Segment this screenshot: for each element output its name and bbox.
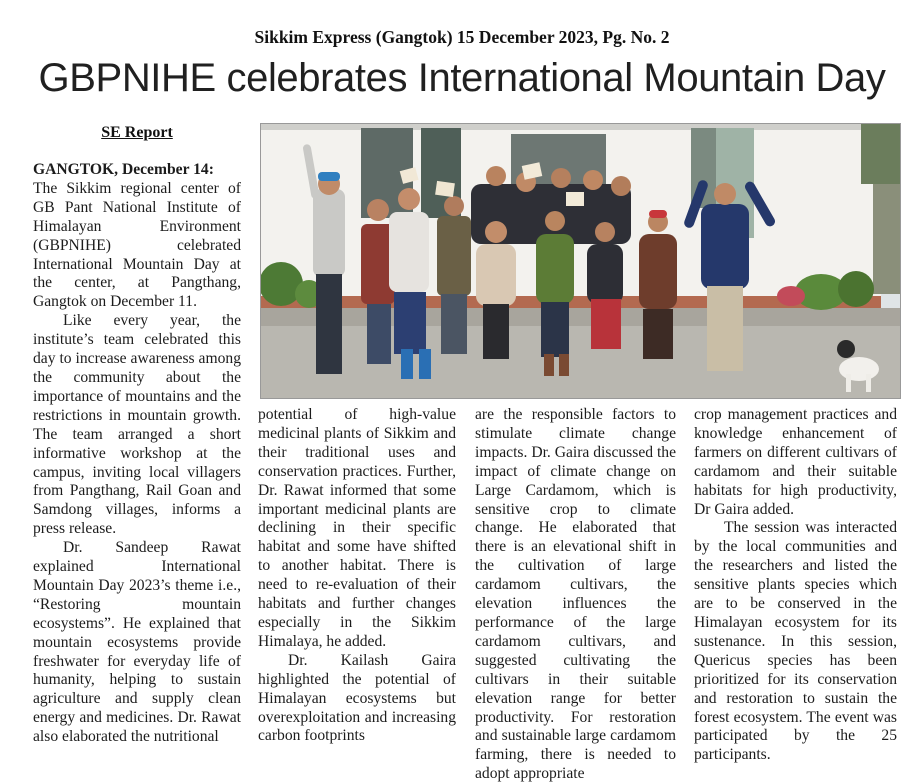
paragraph-text: The Sikkim regional center of GB Pant National Institute of Himalayan Environment (GBPNIHE) celebrated International Mountain Day at the center, at Pangthang, Gangtok on December 11. xyxy=(33,179,241,311)
byline: SE Report xyxy=(101,124,173,141)
article-column-2 xyxy=(258,406,456,746)
dateline: GANGTOK, December 14: xyxy=(33,161,214,178)
article-paragraph: Dr. Sandeep Rawat explained International Mountain Day 2023’s theme i.e., “Restoring mountain ecosystems”. He explained that mountain ecosystems provide freshwater for everyday life of humanity, helping to sustain agriculture and supply clean energy and medicines. Dr. Rawat also elaborated the nutritional xyxy=(33,539,241,746)
publication-info: Sikkim Express (Gangtok) 15 December 2023, Pg. No. 2 xyxy=(254,27,670,47)
article-paragraph: potential of high-value medicinal plants of Sikkim and their traditional uses and conservation practices. Further, Dr. Rawat informed that some important medicinal plants are declining in their specific habitat and some have shifted to another habitat. There is need to re-evaluation of their habitats and further changes especially in the Sikkim Himalaya, he added. xyxy=(258,406,456,650)
group-photo xyxy=(260,123,901,399)
article-column-1 xyxy=(33,161,241,747)
article-paragraph: crop management practices and knowledge enhancement of farmers on different cultivars of cardamom and their suitable habitats for high productivity, Dr Gaira added. xyxy=(694,406,897,518)
headline: GBPNIHE celebrates International Mountain Day xyxy=(38,56,886,100)
article-column-3 xyxy=(475,406,676,784)
article-paragraph xyxy=(33,161,241,312)
group-photo-image xyxy=(261,124,900,398)
article-paragraph: Like every year, the institute’s team celebrated this day to increase awareness among the community about the importance of mountains and the restrictions in mountain growth. The team arranged a short informative workshop at the campus, inviting local villagers from Pangthang, Rail Goan and Samdong villages, informs a press release. xyxy=(33,312,241,538)
article-paragraph: The session was interacted by the local communities and the researchers and listed the sensitive plants species which are to be conserved in the Himalayan ecosystem for its sustenance. In this session, Quericus species has been prioritized for its conservation and restoration to sustain the forest ecosystem. The event was participated by the 25 participants. xyxy=(694,519,897,764)
article-column-4 xyxy=(694,406,897,765)
article-paragraph: Dr. Kailash Gaira highlighted the potential of Himalayan ecosystems but overexploitation and increasing carbon footprints xyxy=(258,651,456,745)
article-paragraph: are the responsible factors to stimulate climate change impacts. Dr. Gaira discussed the impact of climate change on Large Cardamom, which is sensitive crop to climate change. He elaborated that there is an elevational shift in the cultivation of large cardamom cultivars, the elevation influences the performance of the large cardamom cultivars, and suggested cultivating the cultivars in their suitable elevation range for better productivity. For restoration and sustainable large cardamom farming, there is needed to adopt appropriate xyxy=(475,406,676,783)
